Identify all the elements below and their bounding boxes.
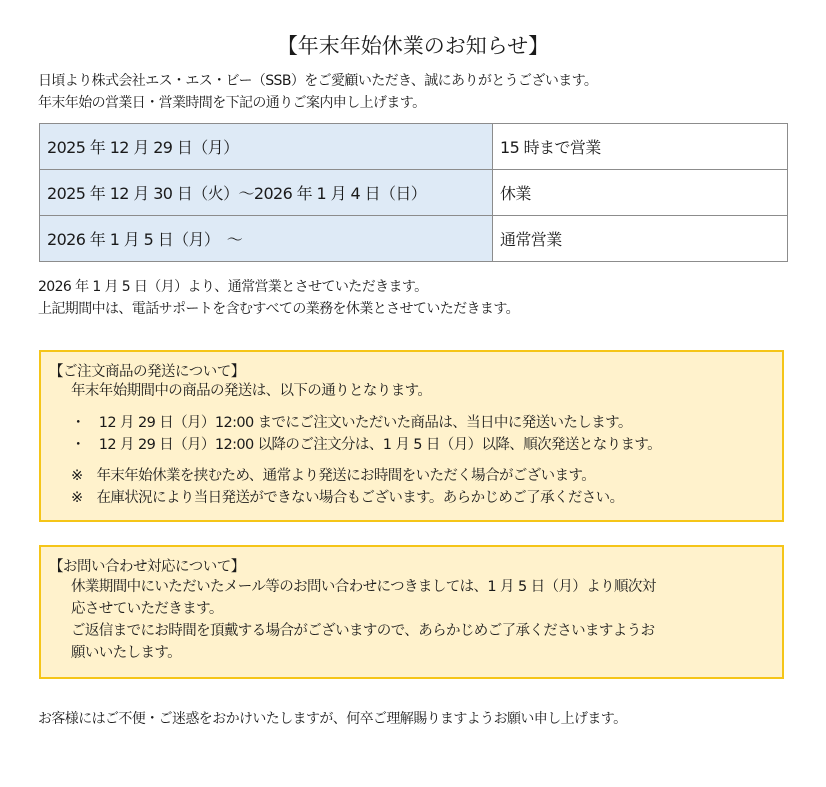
resume-notice: 2026 年 1 月 5 日（月）より、通常営業とさせていただきます。 <box>38 279 428 295</box>
table-row <box>40 216 788 262</box>
inquiry-line: 応させていただきます。 <box>71 601 223 617</box>
table-row <box>40 170 788 216</box>
schedule-table <box>39 123 788 262</box>
schedule-status: 休業 <box>493 170 788 216</box>
inquiry-line: 休業期間中にいただいたメール等のお問い合わせにつきましては、1 月 5 日（月）より順次対 <box>71 579 656 595</box>
inquiry-line: ご返信までにお時間を頂戴する場合がございますので、あらかじめご了承くださいますようお <box>71 623 655 639</box>
shipping-bullet: ・ 12 月 29 日（月）12:00 までにご注文いただいた商品は、当日中に発送いたします。 <box>71 415 632 431</box>
shipping-info-box <box>39 350 784 522</box>
shipping-lead: 年末年始期間中の商品の発送は、以下の通りとなります。 <box>71 383 432 399</box>
inquiry-line: 願いいたします。 <box>71 645 182 661</box>
schedule-date: 2026 年 1 月 5 日（月） ～ <box>40 216 493 262</box>
shipping-note: ※ 年末年始休業を挟むため、通常より発送にお時間をいただく場合がございます。 <box>71 468 596 484</box>
shipping-bullet: ・ 12 月 29 日（月）12:00 以降のご注文分は、1 月 5 日（月）以降、順次発送となります。 <box>71 437 662 453</box>
inquiry-info-box <box>39 545 784 679</box>
shipping-note: ※ 在庫状況により当日発送ができない場合もございます。あらかじめご了承ください。 <box>71 490 624 506</box>
schedule-date: 2025 年 12 月 30 日（火）～2026 年 1 月 4 日（日） <box>40 170 493 216</box>
shipping-heading: 【ご注文商品の発送について】 <box>49 364 245 380</box>
closure-scope-notice: 上記期間中は、電話サポートを含むすべての業務を休業とさせていただきます。 <box>38 301 519 317</box>
schedule-date: 2025 年 12 月 29 日（月） <box>40 124 493 170</box>
schedule-status: 15 時まで営業 <box>493 124 788 170</box>
intro-line-2: 年末年始の営業日・営業時間を下記の通りご案内申し上げます。 <box>38 95 426 111</box>
intro-line-1: 日頃より株式会社エス・エス・ビー（SSB）をご愛顧いただき、誠にありがとうございます。 <box>38 73 598 89</box>
schedule-status: 通常営業 <box>493 216 788 262</box>
closing-message: お客様にはご不便・ご迷惑をおかけいたしますが、何卒ご理解賜りますようお願い申し上げます。 <box>38 711 627 727</box>
inquiry-heading: 【お問い合わせ対応について】 <box>49 559 245 575</box>
table-row <box>40 124 788 170</box>
notice-title: 【年末年始休業のお知らせ】 <box>276 34 550 58</box>
